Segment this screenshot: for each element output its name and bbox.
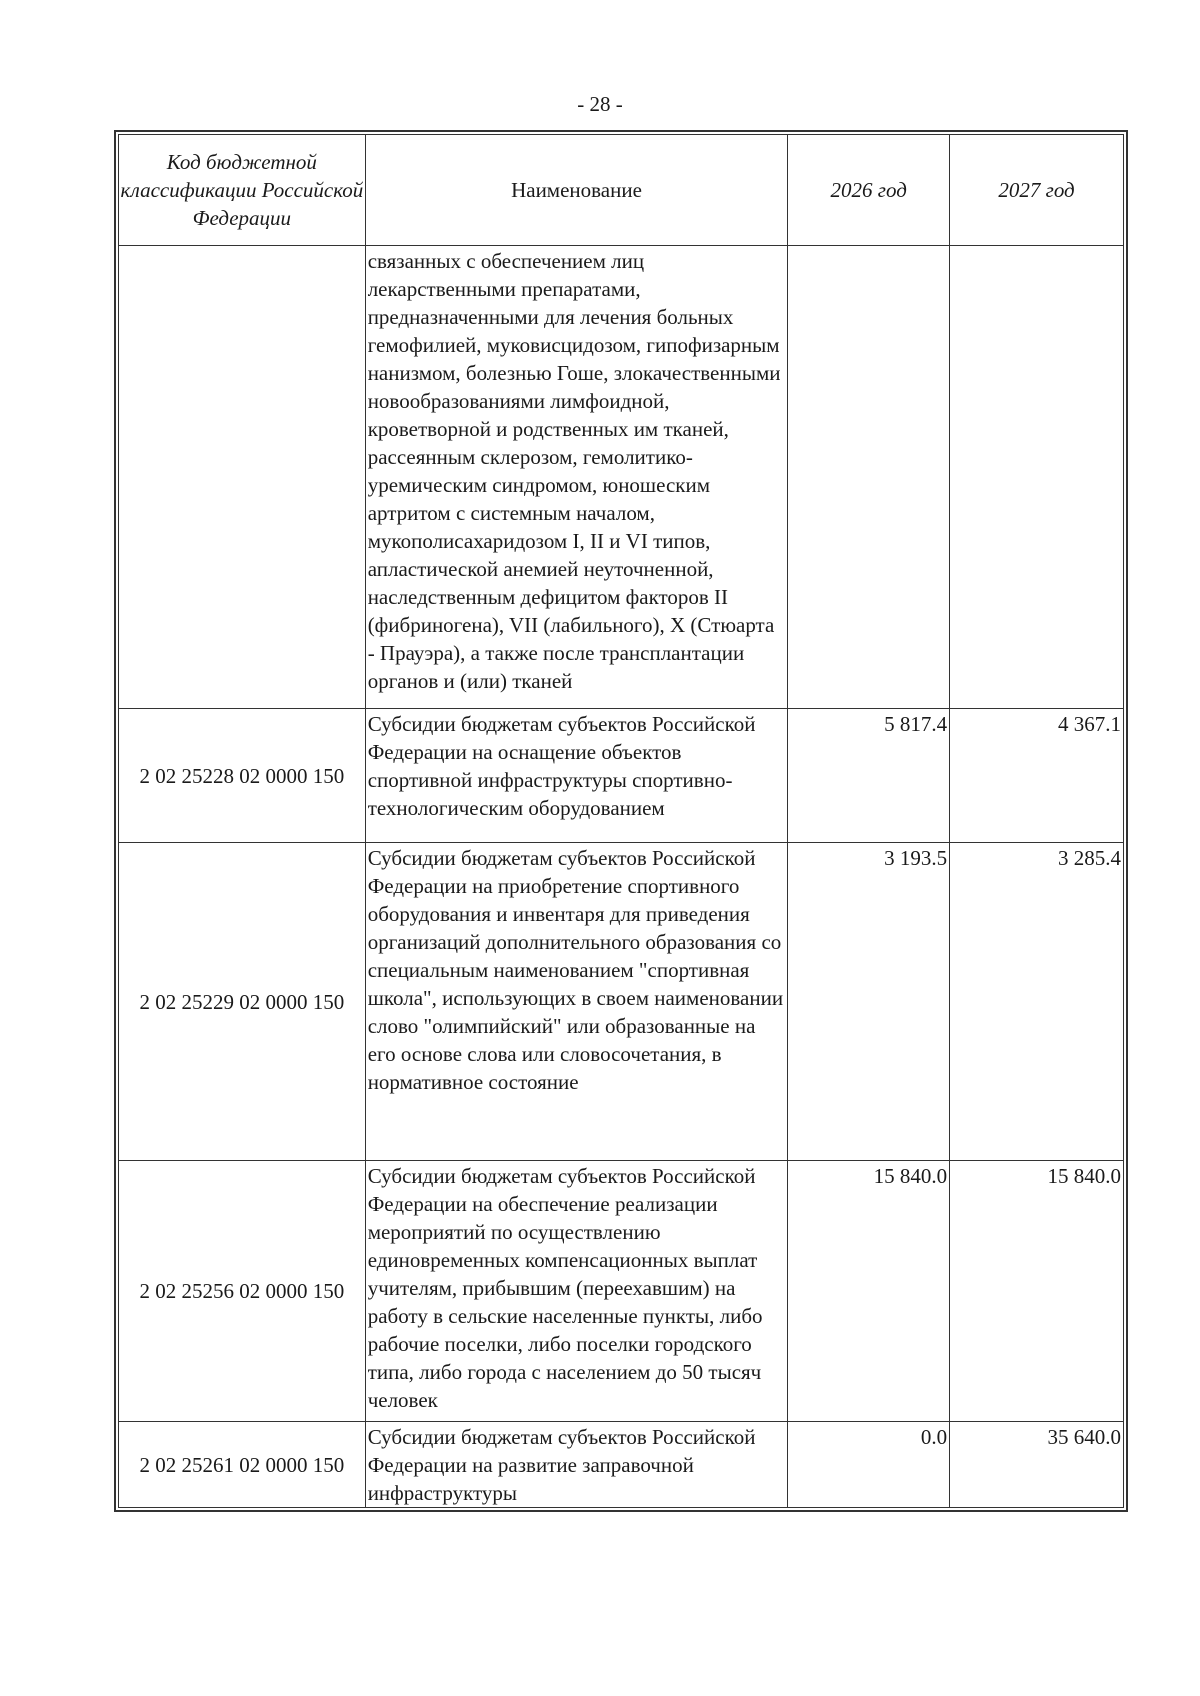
amount-2026-cell [788,246,950,709]
amount-2027-cell [950,246,1124,709]
header-name: Наименование [365,135,788,246]
budget-code-cell: 2 02 25228 02 0000 150 [119,709,366,843]
table-row [119,1161,1124,1422]
description-cell: Субсидии бюджетам субъектов Российской Федерации на приобретение спортивного оборудования и инвентаря для приведения организаций дополнительного образования со специальным наименованием "спортивная школа", использующих в своем наименовании слово "олимпийский" или образованные на его основе слова или словосочетания, в нормативное состояние [365,843,788,1161]
budget-code-cell: 2 02 25256 02 0000 150 [119,1161,366,1422]
amount-2026-cell: 0.0 [788,1422,950,1508]
description-cell: Субсидии бюджетам субъектов Российской Федерации на развитие заправочной инфраструктуры [365,1422,788,1508]
amount-2026-cell: 5 817.4 [788,709,950,843]
description-cell: Субсидии бюджетам субъектов Российской Федерации на обеспечение реализации мероприятий по осуществлению единовременных компенсационных выплат учителям, прибывшим (переехавшим) на работу в сельские населенные пункты, либо рабочие поселки, либо поселки городского типа, либо города с населением до 50 тысяч человек [365,1161,788,1422]
amount-2026-cell: 3 193.5 [788,843,950,1161]
amount-2027-cell: 35 640.0 [950,1422,1124,1508]
budget-code-cell: 2 02 25229 02 0000 150 [119,843,366,1161]
page-number: - 28 - [577,92,623,116]
description-cell: связанных с обеспечением лиц лекарственными препаратами, предназначенными для лечения больных гемофилией, муковисцидозом, гипофизарным нанизмом, болезнью Гоше, злокачественными новообразованиями лимфоидной, кроветворной и родственных им тканей, рассеянным склерозом, гемолитико-уремическим синдромом, юношеским артритом с системным началом, мукополисахаридозом I, II и VI типов, апластической анемией неуточненной, наследственным дефицитом факторов II (фибриногена), VII (лабильного), X (Стюарта - Прауэра), а также после трансплантации органов и (или) тканей [365,246,788,709]
amount-2027-cell: 3 285.4 [950,843,1124,1161]
header-code: Код бюджетной классификации Российской Федерации [119,135,366,246]
budget-table [118,134,1124,1508]
amount-2026-cell: 15 840.0 [788,1161,950,1422]
table-row [119,1422,1124,1508]
table-header-row [119,135,1124,246]
table-row [119,709,1124,843]
description-cell: Субсидии бюджетам субъектов Российской Федерации на оснащение объектов спортивной инфраструктуры спортивно-технологическим оборудованием [365,709,788,843]
header-year-2027: 2027 год [950,135,1124,246]
budget-code-cell: 2 02 25261 02 0000 150 [119,1422,366,1508]
header-year-2026: 2026 год [788,135,950,246]
table-row [119,843,1124,1161]
budget-code-cell [119,246,366,709]
amount-2027-cell: 4 367.1 [950,709,1124,843]
amount-2027-cell: 15 840.0 [950,1161,1124,1422]
table-row [119,246,1124,709]
